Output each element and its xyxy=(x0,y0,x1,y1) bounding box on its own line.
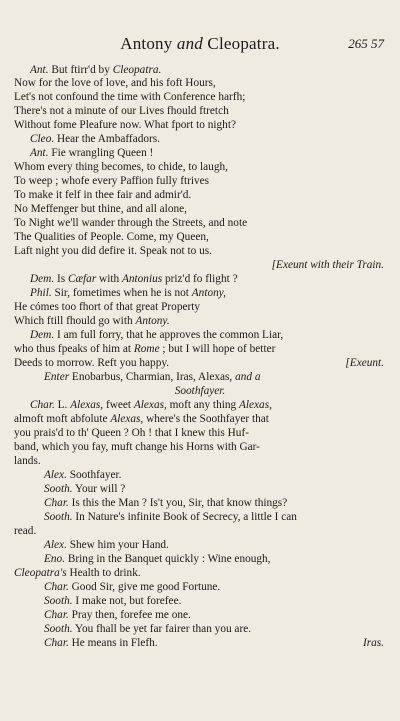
italic-text: Cleo. xyxy=(30,133,55,145)
italic-text: Cleopatra. xyxy=(112,64,162,76)
text-line xyxy=(44,637,158,650)
text-line xyxy=(30,133,160,146)
italic-text: Alex. xyxy=(44,469,67,481)
text-line xyxy=(14,231,209,244)
text-line xyxy=(44,497,287,510)
text-line xyxy=(44,609,191,622)
text-segment: Which ftill fhould go with xyxy=(14,315,136,327)
text-line xyxy=(14,301,200,314)
text-line xyxy=(14,203,187,216)
page-header xyxy=(0,34,400,56)
text-line xyxy=(14,357,169,370)
text-line xyxy=(14,161,228,174)
text-segment: Bring in the Banquet quickly : Wine enough, xyxy=(65,553,271,565)
text-line xyxy=(14,91,245,104)
text-segment: I am full forry, that he approves the common Liar, xyxy=(54,329,284,341)
text-segment: Whom every thing becomes, to chide, to laugh, xyxy=(14,161,228,173)
text-line xyxy=(14,105,229,118)
text-line xyxy=(44,595,181,608)
text-line xyxy=(0,385,400,398)
text-line xyxy=(14,217,247,230)
italic-text: Alexas, xyxy=(70,399,104,411)
text-line xyxy=(44,539,169,552)
text-segment: ; but I will hope of better xyxy=(159,343,276,355)
italic-text: Dem. xyxy=(30,273,55,285)
italic-text: Sooth. xyxy=(44,623,73,635)
text-line xyxy=(14,119,236,132)
text-line xyxy=(44,581,220,594)
italic-text: and a xyxy=(235,371,261,383)
italic-text: Dem. xyxy=(30,329,55,341)
italic-text: Cæfar xyxy=(67,273,97,285)
text-line xyxy=(14,441,260,454)
text-segment: Let's not confound the time with Conference harfh; xyxy=(14,91,246,103)
text-segment: Pray then, forefee me one. xyxy=(68,609,191,621)
text-segment: you prais'd to th' Queen ? Oh ! that I knew this Huf- xyxy=(14,427,249,439)
text-line xyxy=(44,623,251,636)
text-line xyxy=(14,567,141,580)
text-segment: L. xyxy=(54,399,71,411)
title-and: and xyxy=(176,34,203,53)
text-segment: Hear the Ambaffadors. xyxy=(54,133,160,145)
text-line xyxy=(14,77,216,90)
text-segment: almoft moft abfolute xyxy=(14,413,111,425)
italic-text: Soothfayer. xyxy=(174,385,226,397)
text-line xyxy=(14,427,249,440)
text-segment: Sir, fometimes when he is not xyxy=(51,287,192,299)
text-segment: Now for the love of love, and his foft Hours, xyxy=(14,77,216,89)
italic-text: Ant. xyxy=(30,147,49,159)
text-segment: He means in Flefh. xyxy=(68,637,158,649)
italic-text: Char. xyxy=(44,609,69,621)
text-segment: Laft night you did defire it. Speak not to us. xyxy=(14,245,212,257)
text-segment: The Qualities of People. Come, my Queen, xyxy=(14,231,209,243)
text-segment: lands. xyxy=(14,455,41,467)
text-line xyxy=(30,399,272,412)
text-segment: To weep ; whofe every Paffion fully ftrives xyxy=(14,175,210,187)
italic-text: Ant. xyxy=(30,64,49,76)
text-segment: Enobarbus, Charmian, Iras, Alexas, xyxy=(69,371,236,383)
italic-text: Char. xyxy=(44,637,69,649)
title-part-1: Antony xyxy=(120,34,177,53)
text-line xyxy=(14,413,269,426)
text-segment: You fhall be yet far fairer than you are. xyxy=(72,623,252,635)
text-line xyxy=(44,371,261,384)
text-segment: Deeds to morrow. Reft you happy. xyxy=(14,357,170,369)
italic-text: Phil. xyxy=(30,287,52,299)
text-segment: There's not a minute of our Lives fhould ftretch xyxy=(14,105,229,117)
text-line xyxy=(14,343,275,356)
text-segment: Health to drink. xyxy=(66,567,141,579)
italic-text: Eno. xyxy=(44,553,66,565)
running-title xyxy=(0,34,400,54)
text-line xyxy=(14,525,36,538)
italic-text: Alexas, xyxy=(110,413,144,425)
text-segment: priz'd fo flight ? xyxy=(162,273,238,285)
text-segment: fweet xyxy=(103,399,134,411)
text-segment: But ftirr'd by xyxy=(48,64,113,76)
text-line xyxy=(44,469,122,482)
text-line xyxy=(30,147,153,160)
italic-text: [Exeunt with their Train. xyxy=(271,259,384,271)
text-line xyxy=(345,357,384,370)
text-line xyxy=(14,455,41,468)
text-segment: read. xyxy=(14,525,37,537)
text-line xyxy=(44,511,297,524)
text-segment: moft any thing xyxy=(166,399,239,411)
text-segment: Is xyxy=(54,273,68,285)
italic-text: Alexas, xyxy=(238,399,272,411)
text-line xyxy=(14,189,191,202)
text-segment: Good Sir, give me good Fortune. xyxy=(68,581,221,593)
text-segment: Shew him your Hand. xyxy=(66,539,169,551)
text-line xyxy=(30,329,283,342)
italic-text: Rome xyxy=(133,343,160,355)
text-segment: To make it felf in thee fair and admir'd. xyxy=(14,189,192,201)
italic-text: Sooth. xyxy=(44,511,73,523)
italic-text: Alex. xyxy=(44,539,67,551)
text-line xyxy=(363,637,384,650)
text-segment: He cómes too fhort of that great Property xyxy=(14,301,201,313)
italic-text: Cleopatra's xyxy=(14,567,67,579)
text-segment: Your will ? xyxy=(72,483,126,495)
italic-text: Antony, xyxy=(191,287,226,299)
text-segment: I make not, but forefee. xyxy=(72,595,182,607)
text-line xyxy=(272,259,384,272)
page-number: 265 57 xyxy=(348,36,384,51)
text-segment: where's the Soothfayer that xyxy=(143,413,269,425)
text-line xyxy=(44,483,125,496)
title-part-2: Cleopatra. xyxy=(202,34,280,53)
italic-text: Antony. xyxy=(135,315,170,327)
italic-text: Enter xyxy=(44,371,70,383)
text-segment: To Night we'll wander through the Streets, and note xyxy=(14,217,248,229)
italic-text: Char. xyxy=(30,399,55,411)
text-segment: Fie wrangling Queen ! xyxy=(48,147,154,159)
text-line xyxy=(30,273,238,286)
text-segment: band, which you fay, muft change his Horns with Gar- xyxy=(14,441,260,453)
italic-text: Sooth. xyxy=(44,483,73,495)
italic-text: Alexas, xyxy=(133,399,167,411)
text-line xyxy=(14,315,170,328)
italic-text: [Exeunt. xyxy=(345,357,384,369)
italic-text: Char. xyxy=(44,581,69,593)
text-segment: Soothfayer. xyxy=(66,469,122,481)
text-line xyxy=(30,64,161,77)
italic-text: Antonius xyxy=(121,273,163,285)
italic-text: Sooth. xyxy=(44,595,73,607)
text-line xyxy=(44,553,271,566)
text-segment: Is this the Man ? Is't you, Sir, that know things? xyxy=(68,497,288,509)
text-segment: No Meffenger but thine, and all alone, xyxy=(14,203,187,215)
italic-text: Iras. xyxy=(362,637,384,649)
text-segment: Without fome Pleafure now. What fport to night? xyxy=(14,119,236,131)
text-segment: who thus fpeaks of him at xyxy=(14,343,134,355)
text-line xyxy=(30,287,226,300)
text-line xyxy=(14,245,212,258)
text-line xyxy=(14,175,209,188)
text-segment: In Nature's infinite Book of Secrecy, a little I can xyxy=(72,511,297,523)
italic-text: Char. xyxy=(44,497,69,509)
text-segment: with xyxy=(96,273,122,285)
